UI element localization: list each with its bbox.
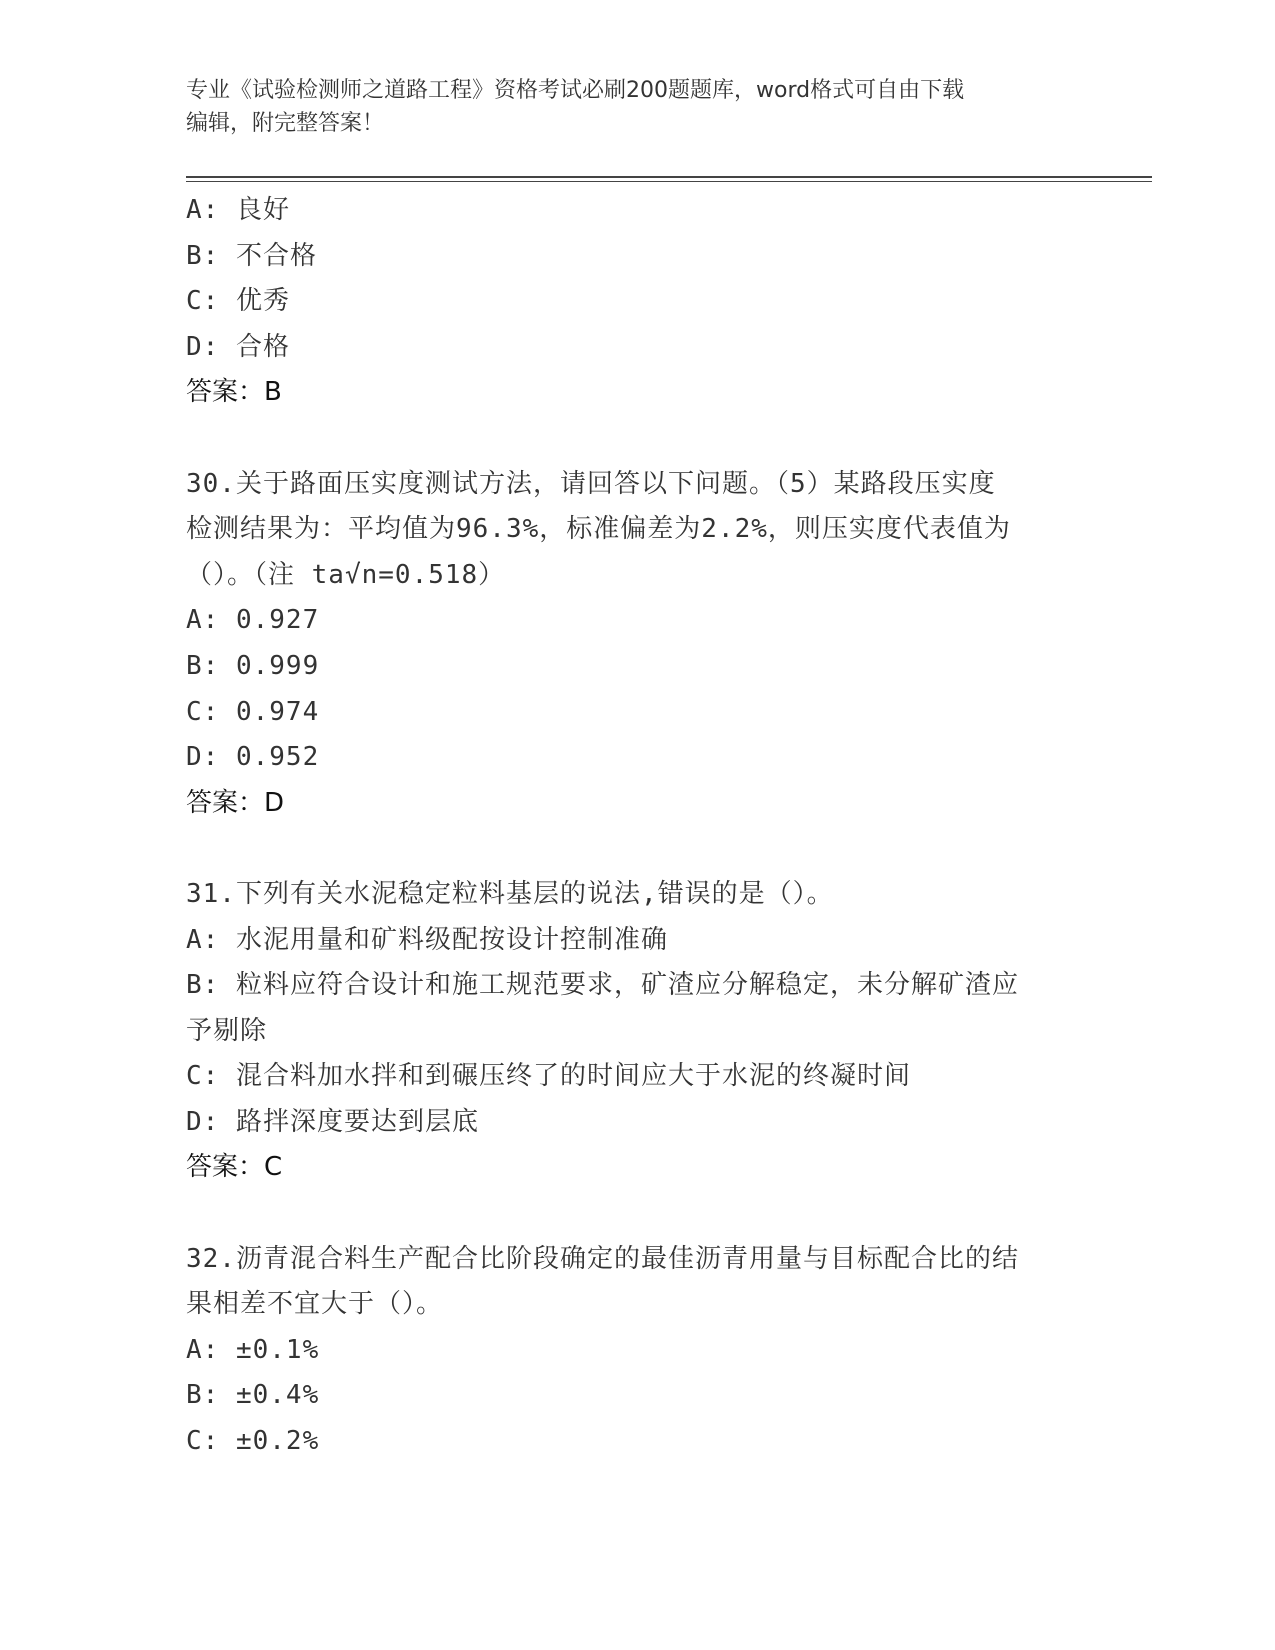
answer-line: 答案：C xyxy=(186,1152,283,1183)
answer-line: 答案：D xyxy=(186,787,285,818)
option-d: D: 路拌深度要达到层底 xyxy=(186,1106,479,1137)
question-stem-line: 果相差不宜大于（）。 xyxy=(186,1289,444,1320)
option-c: C: 混合料加水拌和到碾压终了的时间应大于水泥的终凝时间 xyxy=(186,1061,911,1092)
header-line-1: 专业《试验检测师之道路工程》资格考试必刷200题题库，word格式可自由下载 xyxy=(186,78,965,103)
option-d: D: 合格 xyxy=(186,331,290,362)
option-c: C: 优秀 xyxy=(186,286,290,317)
question-stem-line: 31.下列有关水泥稳定粒料基层的说法,错误的是（）。 xyxy=(186,878,834,909)
question-block-32 xyxy=(186,1237,1086,1465)
question-block-31 xyxy=(186,872,1086,1191)
spacer xyxy=(186,416,1086,462)
question-stem-line: 30.关于路面压实度测试方法，请回答以下问题。（5）某路段压实度 xyxy=(186,468,996,499)
header-line-2: 编辑，附完整答案！ xyxy=(186,111,385,136)
option-a: A: ±0.1% xyxy=(186,1334,320,1365)
option-a: A: 良好 xyxy=(186,195,290,225)
header-divider-thin xyxy=(186,181,1152,182)
spacer xyxy=(186,826,1086,872)
question-stem-line: 32.沥青混合料生产配合比阶段确定的最佳沥青用量与目标配合比的结 xyxy=(186,1243,1019,1274)
header-divider-thick xyxy=(186,176,1152,178)
option-b: B: ±0.4% xyxy=(186,1380,320,1411)
option-b: B: 粒料应符合设计和施工规范要求，矿渣应分解稳定，未分解矿渣应 xyxy=(186,970,1019,1001)
document-header xyxy=(186,74,1066,140)
option-c: C: 0.974 xyxy=(186,696,320,727)
answer-line: 答案：B xyxy=(186,377,282,408)
option-a: A: 水泥用量和矿料级配按设计控制准确 xyxy=(186,924,668,955)
option-b: B: 0.999 xyxy=(186,650,320,681)
question-stem-line: （）。（注 ta√n=0.518） xyxy=(186,559,506,590)
question-list xyxy=(186,188,1086,1465)
spacer xyxy=(186,1191,1086,1237)
option-a: A: 0.927 xyxy=(186,605,320,636)
option-b-continued: 予剔除 xyxy=(186,1015,268,1046)
question-block-partial xyxy=(186,188,1086,416)
option-d: D: 0.952 xyxy=(186,742,320,773)
question-stem-line: 检测结果为：平均值为96.3%，标准偏差为2.2%，则压实度代表值为 xyxy=(186,514,1011,545)
option-c: C: ±0.2% xyxy=(186,1426,320,1457)
question-block-30 xyxy=(186,462,1086,827)
option-b: B: 不合格 xyxy=(186,240,317,271)
